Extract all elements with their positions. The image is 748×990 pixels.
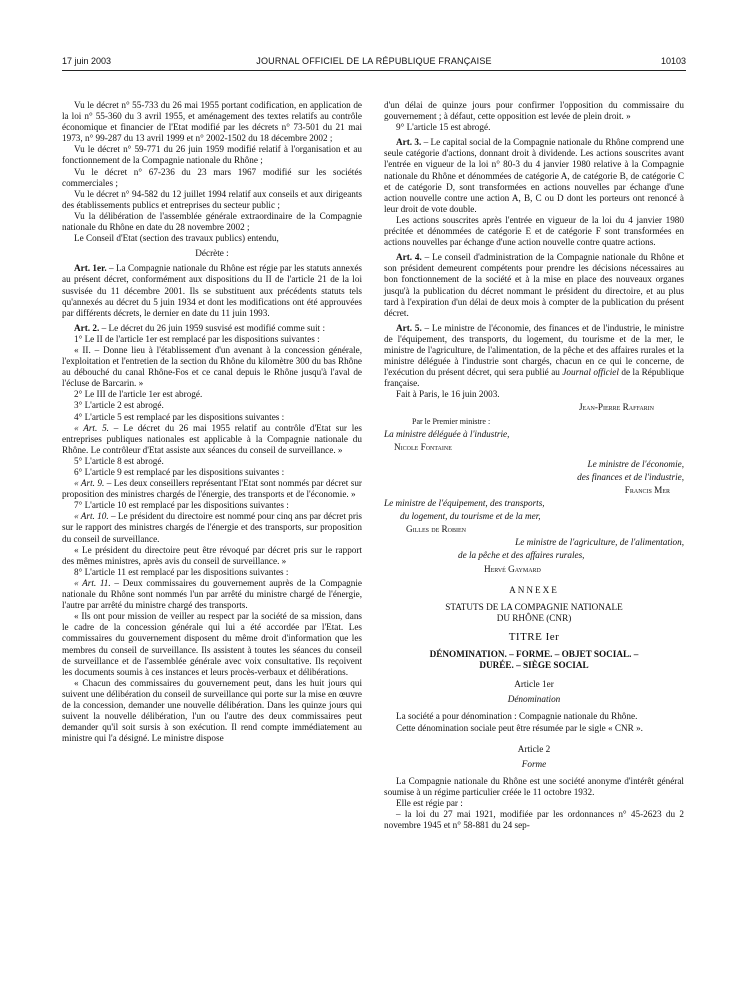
- par-premier-ministre: Par le Premier ministre :: [412, 416, 491, 426]
- role-agriculture-line-2: de la pêche et des affaires rurales,: [458, 550, 585, 561]
- visa-paragraph: Vu le décret n° 59-771 du 26 juin 1959 modifié relatif à l'organisation et au fonctionnement de la Compagnie nationale du Rhône ;: [62, 144, 362, 166]
- journal-officiel-reference: Journal officiel: [562, 367, 619, 378]
- list-item: 5° L'article 8 est abrogé.: [74, 455, 164, 466]
- article-5-label: Art. 5.: [396, 322, 422, 333]
- visa-paragraph: Vu le décret n° 55-733 du 26 mai 1955 portant codification, en application de la loi n° 55-360 du 3 avril 1955, et aménagement des textes relatifs au contrôle économique et financier de l'Etat modifié par les décrets n° 73-501 du 21 mai 1973, n° 99-287 du 13 avril 1999 et n° 2002-1502 du 18 décembre 2002 ;: [62, 100, 362, 144]
- header-page-number: 10103: [660, 56, 686, 66]
- quoted-article-label: « Art. 9.: [74, 478, 105, 489]
- statuts-paragraph: Elle est régie par :: [396, 797, 463, 808]
- article-5-paragraph: [384, 323, 684, 390]
- article-4-text: – Le conseil d'administration de la Compagnie nationale du Rhône et son président demeurent compétents pour prendre les décisions nécessaires au bon fonctionnement de la société et à la mise en place des nouveaux organes jusqu'à la publication du décret nommant le président du directoire, et au plus tard à l'expiration d'un délai de deux mois à compter de la publication du présent décret.: [384, 252, 684, 318]
- quoted-article-text: – Les deux conseillers représentant l'Etat sont nommés par décret sur proposition des ministres chargés de l'énergie, des transports et de l'économie. »: [62, 478, 362, 500]
- header-rule: [62, 70, 686, 71]
- conseil-paragraph: Le Conseil d'Etat (section des travaux publics) entendu,: [74, 233, 279, 244]
- statuts-paragraph: La société a pour dénomination : Compagnie nationale du Rhône.: [396, 711, 638, 722]
- quoted-article-text: – Le président du directoire est nommé pour cinq ans par décret pris sur le rapport des ministres chargés de l'énergie et des transports, sur proposition du conseil de surveillance.: [62, 511, 363, 544]
- article-3-continued: Les actions souscrites après l'entrée en vigueur de la loi du 4 janvier 1980 précitée et dénommées de catégorie E et de catégorie F sont transformées en actions nouvelles par échange d'une action nouvelle contre quatre actions.: [384, 214, 684, 248]
- statuts-paragraph: La Compagnie nationale du Rhône est une société anonyme d'intérêt général soumise à un régime particulier créée le 11 octobre 1932.: [384, 775, 684, 797]
- list-item: 8° L'article 11 est remplacé par les dispositions suivantes :: [74, 566, 289, 577]
- statuts-paragraph: Cette dénomination sociale peut être résumée par le sigle « CNR ».: [396, 722, 643, 733]
- list-item: 7° L'article 10 est remplacé par les dispositions suivantes :: [74, 500, 289, 511]
- list-item: 9° L'article 15 est abrogé.: [396, 122, 491, 133]
- role-equipement-line-2: du logement, du tourisme et de la mer,: [400, 511, 541, 522]
- header-journal-title: JOURNAL OFFICIEL DE LA RÉPUBLIQUE FRANÇAISE: [256, 56, 492, 66]
- article-4-label: Art. 4.: [396, 252, 422, 263]
- list-item: 1° Le II de l'article 1er est remplacé par les dispositions suivantes :: [74, 333, 320, 344]
- signer-robien: Gilles de Robien: [406, 524, 467, 535]
- role-economie-line-1: Le ministre de l'économie,: [587, 458, 684, 469]
- article-2-paragraph: [62, 323, 362, 334]
- signatures-block: [384, 402, 684, 574]
- quoted-article-label: « Art. 11.: [74, 577, 111, 588]
- article-3-paragraph: [384, 137, 684, 215]
- article-2-text: – Le décret du 26 juin 1959 susvisé est modifié comme suit :: [99, 322, 326, 333]
- list-item: 4° L'article 5 est remplacé par les dispositions suivantes :: [74, 411, 285, 422]
- fait-a-paris: Fait à Paris, le 16 juin 2003.: [396, 389, 500, 400]
- signer-prime-minister: Jean-Pierre Raffarin: [578, 402, 654, 413]
- header-date: 17 juin 2003: [62, 56, 112, 66]
- quoted-article-label: « Art. 10.: [74, 511, 109, 522]
- role-equipement-line-1: Le ministre de l'équipement, des transports,: [384, 498, 545, 509]
- visa-paragraph: Vu la délibération de l'assemblée générale extraordinaire de la Compagnie nationale du Rhône en date du 28 novembre 2002 ;: [62, 210, 362, 233]
- right-column: [384, 100, 684, 831]
- article-1-paragraph: [62, 263, 362, 318]
- quoted-paragraph: [62, 478, 362, 500]
- article-1-text: – La Compagnie nationale du Rhône est régie par les statuts annexés au présent décret, conformément aux dispositions du II de l'article 21 de la loi susvisée du 11 décembre 2001. Ils se substituent aux précédents statuts tels qu'annexés au décret du 5 juin 1934 et dont les modifications ont été approuvées par différents décrets, le dernier en date du 11 juin 1993.: [62, 263, 362, 318]
- page-header: [62, 56, 686, 70]
- section-heading-line-2: DURÉE. – SIÈGE SOCIAL: [479, 660, 589, 671]
- quoted-paragraph: « II. – Donne lieu à l'établissement d'un avenant à la concession générale, l'exploitation et l'entretien de la section du Rhône du kilomètre 300 du bas Rhône au débouché du canal Rhône-Fos et ce canal depuis le Rhône jusqu'à l'aval de l'écluse de Barcarin. »: [62, 344, 362, 389]
- article-2-heading: Article 2: [517, 743, 551, 754]
- quoted-paragraph: « Le président du directoire peut être révoqué par décret pris sur le rapport des mêmes ministres, après avis du conseil de surveillance. »: [62, 544, 362, 566]
- statuts-heading-line-1: STATUTS DE LA COMPAGNIE NATIONALE: [445, 601, 623, 612]
- article-1-label: Art. 1er.: [74, 263, 107, 274]
- quoted-article-text: – Deux commissaires du gouvernement auprès de la Compagnie nationale du Rhône sont nommés l'un par arrêté du ministre chargé de l'énergie, l'autre par arrêté du ministre chargé des transports.: [62, 577, 362, 611]
- annexe-heading: ANNEXE: [509, 584, 559, 595]
- quoted-paragraph: [62, 578, 362, 611]
- signer-fontaine: Nicole Fontaine: [394, 441, 452, 452]
- quoted-paragraph: [62, 423, 362, 456]
- decrete-heading: Décrète :: [195, 248, 229, 259]
- article-2-subheading: Forme: [521, 758, 547, 769]
- signer-gaymard: Hervé Gaymard: [484, 563, 541, 574]
- statuts-list-item: – la loi du 27 mai 1921, modifiée par les ordonnances n° 45-2623 du 2 novembre 1945 et n° 58-881 du 24 sep-: [384, 809, 684, 831]
- quoted-article-text: – Le décret du 26 mai 1955 relatif au contrôle d'Etat sur les entreprises publiques nationales est applicable à la Compagnie nationale du Rhône. Le contrôleur d'Etat assiste aux séances du conseil de surveillance. »: [62, 422, 362, 455]
- quoted-article-label: « Art. 5.: [74, 422, 109, 433]
- article-3-label: Art. 3.: [396, 137, 422, 148]
- article-5-end: de la République française.: [384, 367, 685, 389]
- article-1er-heading: Article 1er: [514, 679, 554, 690]
- article-5-text: – Le ministre de l'économie, des finances et de l'industrie, le ministre de l'équipement, des transports, du logement, du tourisme et de la mer, le ministre de l'agriculture, de l'alimentation, de la pêche et des affaires rurales et la ministre déléguée à l'industrie sont chargés, chacun en ce qui le concerne, de l'exécution du présent décret, qui sera publié au: [384, 322, 684, 378]
- visa-paragraph: Vu le décret n° 67-236 du 23 mars 1967 modifié sur les sociétés commerciales ;: [62, 166, 362, 188]
- titre-heading: TITRE Ier: [508, 630, 560, 643]
- role-economie-line-2: des finances et de l'industrie,: [577, 471, 684, 482]
- left-column: [62, 100, 362, 744]
- article-1er-subheading: Dénomination: [507, 694, 561, 705]
- quoted-paragraph: « Chacun des commissaires du gouvernement peut, dans les huit jours qui suivent une délibération du conseil de surveillance qui porte sur la mise en œuvre de la concession, demander une nouvelle délibération. Dans les quinze jours qui suivent la nouvelle délibération, l'un ou l'autre des deux commissaires peut demander qu'il soit sursis à son exécution. Il rend compte immédiatement au ministre qui l'a désigné. Le ministre dispose: [62, 677, 362, 744]
- statuts-heading-line-2: DU RHÔNE (CNR): [496, 612, 572, 623]
- role-industrie: La ministre déléguée à l'industrie,: [384, 428, 510, 439]
- section-heading-line-1: DÉNOMINATION. – FORME. – OBJET SOCIAL. –: [429, 649, 639, 660]
- article-2-label: Art. 2.: [74, 322, 100, 333]
- article-3-text: – Le capital social de la Compagnie nationale du Rhône comprend une seule catégorie d'actions, donnant droit à dividende. Les actions souscrites avant l'entrée en vigueur de la loi n° 80-3 du 4 janvier 1980 relative à la Compagnie nationale du Rhône et dénommées de catégorie A, de catégorie B, de catégorie C et de catégorie D, sont transformées en actions nouvelles par échange d'une action nouvelle contre une action A, B, C ou D dont les porteurs ont renoncé à leur droit de vote double.: [384, 137, 684, 214]
- visa-paragraph: Vu le décret n° 94-582 du 12 juillet 1994 relatif aux conseils et aux dirigeants des établissements publics et entreprises du secteur public ;: [62, 188, 362, 210]
- role-agriculture-line-1: Le ministre de l'agriculture, de l'alimentation,: [515, 537, 684, 548]
- quoted-paragraph: « Ils ont pour mission de veiller au respect par la société de sa mission, dans le cadre de la concession générale qui lui a été accordée par l'Etat. Les commissaires du gouvernement disposent du même droit d'information que les membres du conseil de surveillance. Ils assistent à toutes les séances du conseil de surveillance et de l'assemblée générale avec voix consultative. Ils reçoivent les documents soumis à ces instances et leurs procès-verbaux et délibérations.: [62, 611, 362, 677]
- list-item: 2° Le III de l'article 1er est abrogé.: [74, 389, 203, 400]
- signer-mer: Francis Mer: [624, 485, 670, 495]
- article-4-paragraph: [384, 252, 684, 319]
- continued-paragraph: d'un délai de quinze jours pour confirmer l'opposition du commissaire du gouvernement ; à défaut, cette opposition est levée de plein droit. »: [384, 100, 684, 122]
- list-item: 3° L'article 2 est abrogé.: [74, 400, 164, 411]
- list-item: 6° L'article 9 est remplacé par les dispositions suivantes :: [74, 467, 285, 477]
- quoted-paragraph: [62, 511, 362, 544]
